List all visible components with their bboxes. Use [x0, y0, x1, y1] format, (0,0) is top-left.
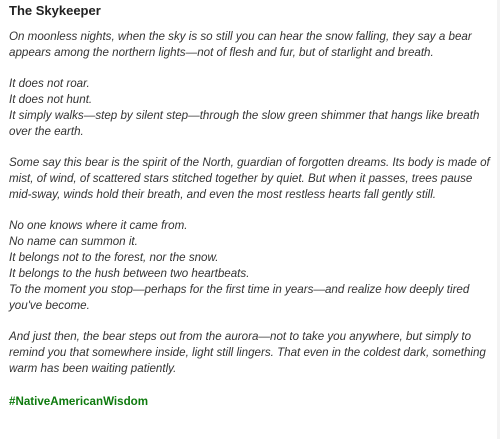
- paragraph-4: [9, 218, 491, 314]
- paragraph-1: [9, 29, 491, 61]
- paragraph-line: It does not roar.: [9, 77, 90, 90]
- paragraph-line: It does not hunt.: [9, 93, 93, 106]
- paragraph-line: No name can summon it.: [9, 235, 138, 248]
- post-title: The Skykeeper: [9, 3, 101, 18]
- paragraph-3: [9, 155, 491, 203]
- paragraph-line: On moonless nights, when the sky is so still you can hear the snow falling, they say a bear appears among the northern lights—not of flesh and fur, but of starlight and breath.: [9, 30, 472, 59]
- paragraph-line: It belongs to the hush between two heartbeats.: [9, 267, 250, 280]
- paragraph-line: No one knows where it came from.: [9, 219, 188, 232]
- paragraph-line: To the moment you stop—perhaps for the first time in years—and realize how deeply tired you've become.: [9, 283, 470, 312]
- paragraph-line: It belongs not to the forest, nor the snow.: [9, 251, 219, 264]
- paragraph-2: [9, 76, 491, 140]
- hashtag-link[interactable]: #NativeAmericanWisdom: [9, 395, 149, 408]
- paragraph-5: [9, 329, 491, 377]
- paragraph-line: Some say this bear is the spirit of the North, guardian of forgotten dreams. Its body is made of mist, of wind, of scattered stars stitched together by quiet. But when it passes, trees pause mid-sway, winds hold their breath, and even the most restless hearts fall gently still.: [9, 156, 490, 201]
- paragraph-line: It simply walks—step by silent step—through the slow green shimmer that hangs like breath over the earth.: [9, 109, 480, 138]
- paragraph-line: And just then, the bear steps out from the aurora—not to take you anywhere, but simply to remind you that somewhere inside, light still lingers. That even in the coldest dark, something warm has been waiting patiently.: [9, 330, 486, 375]
